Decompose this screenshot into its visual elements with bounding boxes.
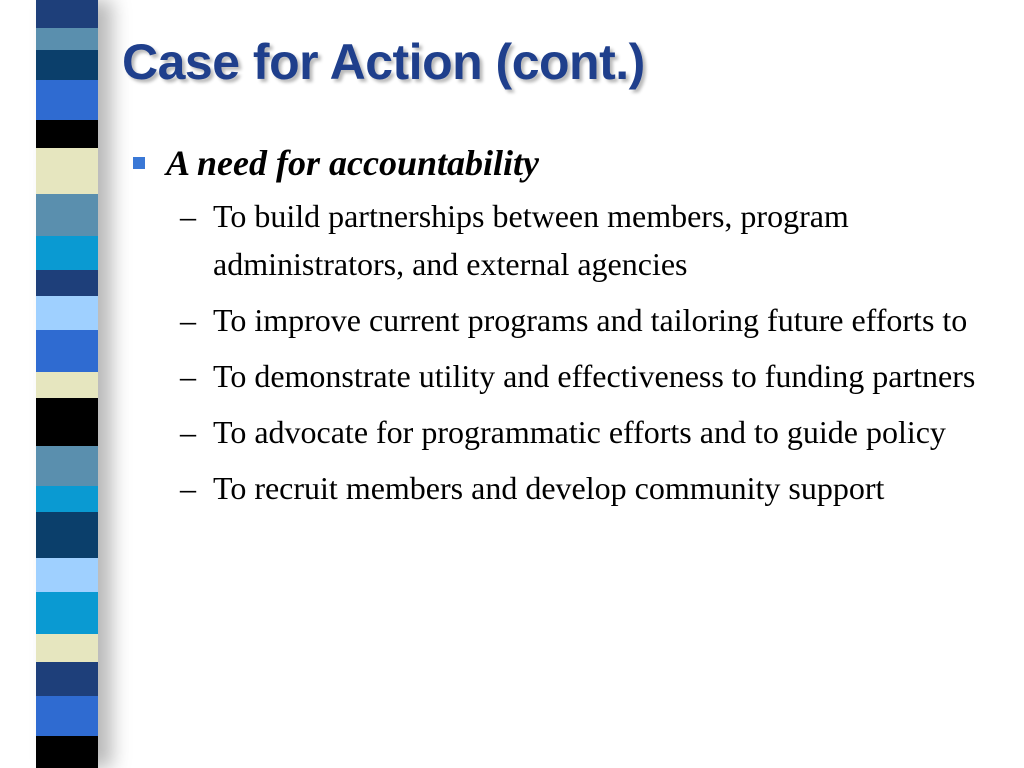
stripe-segment xyxy=(36,296,98,330)
stripe-segment xyxy=(36,120,98,148)
stripe-segment xyxy=(36,28,98,50)
dash-bullet-icon: – xyxy=(180,414,196,450)
sub-bullet-item xyxy=(128,296,988,344)
stripe-segment xyxy=(36,592,98,634)
main-bullet-text: A need for accountability xyxy=(166,143,539,183)
sub-bullet-text: To build partnerships between members, program administrators, and external agencies xyxy=(213,198,849,282)
stripe-segment xyxy=(36,0,98,28)
stripe-segment xyxy=(36,80,98,120)
stripe-segment xyxy=(36,148,98,194)
sub-bullet-text: To improve current programs and tailoring future efforts to xyxy=(213,302,968,338)
stripe-segment xyxy=(36,736,98,768)
sub-bullet-text: To demonstrate utility and effectiveness to funding partners xyxy=(213,358,976,394)
sub-bullet-item xyxy=(128,464,988,512)
stripe-segment xyxy=(36,634,98,662)
stripe-segment xyxy=(36,512,98,558)
slide-title: Case for Action (cont.) xyxy=(122,34,645,90)
stripe-segment xyxy=(36,194,98,236)
sub-bullet-item xyxy=(128,192,988,288)
stripe-segment xyxy=(36,270,98,296)
stripe-segment xyxy=(36,558,98,592)
sub-bullet-item xyxy=(128,408,988,456)
sub-bullet-list xyxy=(128,192,988,512)
stripe-segment xyxy=(36,372,98,398)
stripe-segment xyxy=(36,398,98,446)
sub-bullet-item xyxy=(128,352,988,400)
stripe-segment xyxy=(36,236,98,270)
stripe-segment xyxy=(36,50,98,80)
stripe-segment xyxy=(36,446,98,486)
decorative-stripe xyxy=(36,0,98,768)
slide-body xyxy=(128,140,988,520)
sub-bullet-text: To recruit members and develop community support xyxy=(213,470,885,506)
dash-bullet-icon: – xyxy=(180,302,196,338)
sub-bullet-text: To advocate for programmatic efforts and to guide policy xyxy=(213,414,946,450)
dash-bullet-icon: – xyxy=(180,358,196,394)
dash-bullet-icon: – xyxy=(180,198,196,234)
stripe-segment xyxy=(36,330,98,372)
main-bullet xyxy=(128,140,988,192)
stripe-segment xyxy=(36,486,98,512)
square-bullet-icon xyxy=(133,157,145,169)
stripe-segment xyxy=(36,696,98,736)
stripe-segment xyxy=(36,662,98,696)
dash-bullet-icon: – xyxy=(180,470,196,506)
